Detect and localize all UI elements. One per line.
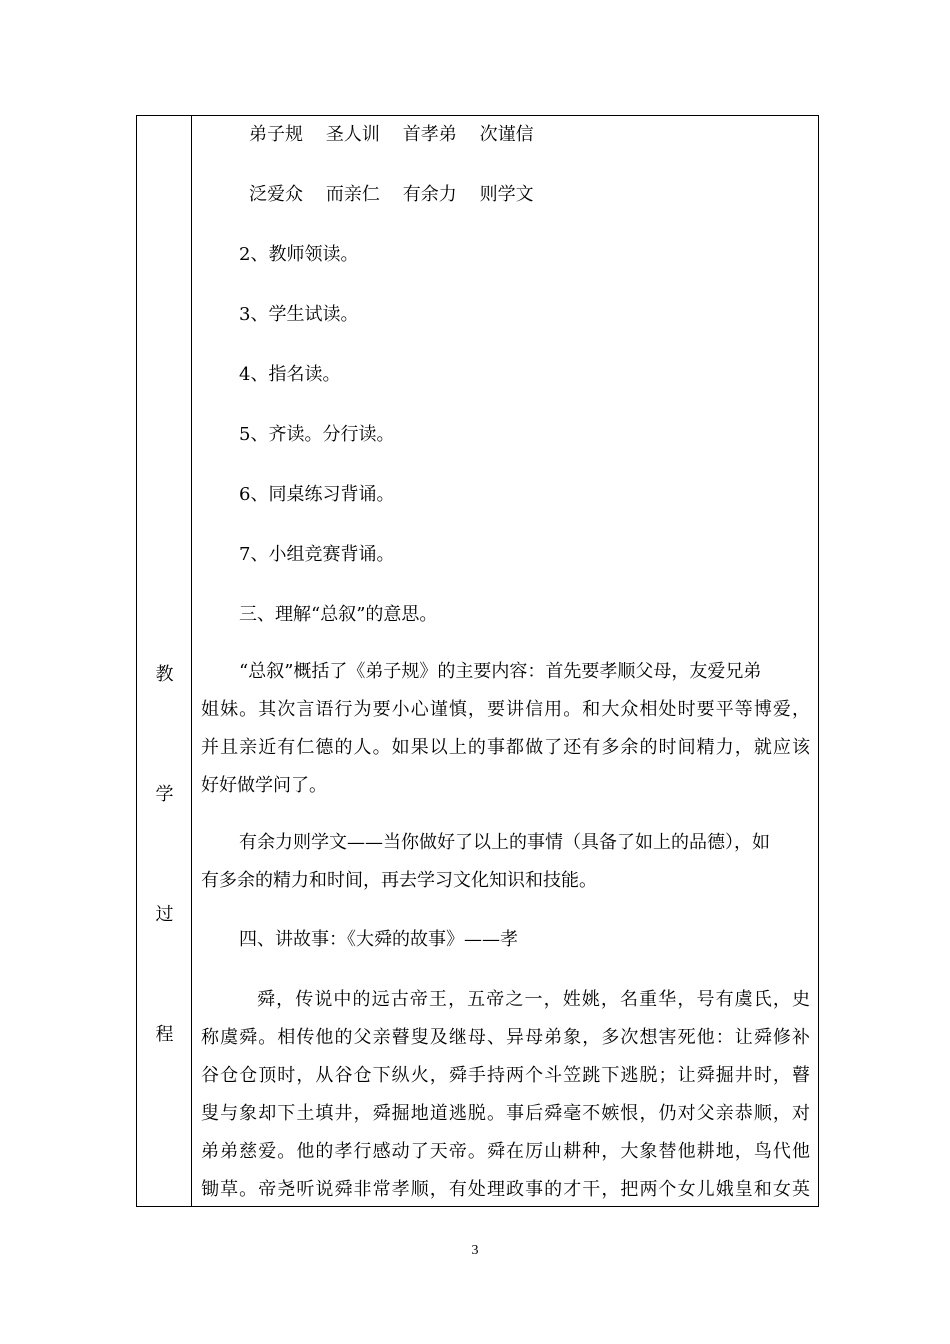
story-line: 叟与象却下土填井，舜掘地道逃脱。事后舜毫不嫉恨，仍对父亲恭顺，对 (201, 1103, 812, 1124)
label-char: 教 (155, 664, 174, 685)
page-number: 3 (471, 1243, 479, 1258)
verse-line: 泛爱众 而亲仁 有余力 则学文 (249, 184, 534, 205)
verse-line: 弟子规 圣人训 首孝弟 次谨信 (249, 124, 534, 145)
story-line: 锄草。帝尧听说舜非常孝顺，有处理政事的才干，把两个女儿娥皇和女英 (201, 1179, 812, 1200)
paragraph-line: 好好做学问了。 (201, 775, 327, 796)
section-heading: 四、讲故事：《大舜的故事》——孝 (239, 929, 518, 950)
label-column (137, 116, 192, 1206)
step-line: 7、小组竞赛背诵。 (239, 544, 395, 565)
label-char: 程 (155, 1024, 174, 1045)
story-line: 称虞舜。相传他的父亲瞽叟及继母、异母弟象，多次想害死他：让舜修补 (201, 1027, 812, 1048)
step-line: 6、同桌练习背诵。 (239, 484, 395, 505)
paragraph-line: “总叙”概括了《弟子规》的主要内容：首先要孝顺父母，友爱兄弟 (239, 661, 762, 682)
step-line: 5、齐读。分行读。 (239, 424, 395, 445)
section-heading: 三、理解“总叙”的意思。 (239, 604, 438, 625)
story-line: 弟弟慈爱。他的孝行感动了天帝。舜在厉山耕种，大象替他耕地，鸟代他 (201, 1141, 812, 1162)
content-column (192, 116, 818, 1206)
paragraph-line: 并且亲近有仁德的人。如果以上的事都做了还有多余的时间精力，就应该 (201, 737, 812, 758)
lesson-table (136, 115, 819, 1207)
paragraph-line: 姐妹。其次言语行为要小心谨慎，要讲信用。和大众相处时要平等博爱， (201, 699, 812, 720)
step-line: 3、学生试读。 (239, 304, 359, 325)
step-line: 2、教师领读。 (239, 244, 359, 265)
step-line: 4、指名读。 (239, 364, 341, 385)
story-line: 舜，传说中的远古帝王，五帝之一，姓姚，名重华，号有虞氏，史 (257, 989, 812, 1010)
paragraph-line: 有多余的精力和时间，再去学习文化知识和技能。 (201, 870, 597, 891)
label-char: 学 (155, 784, 174, 805)
paragraph-line: 有余力则学文——当你做好了以上的事情（具备了如上的品德），如 (239, 832, 770, 853)
label-char: 过 (155, 904, 174, 925)
story-line: 谷仓仓顶时，从谷仓下纵火，舜手持两个斗笠跳下逃脱；让舜掘井时，瞽 (201, 1065, 812, 1086)
